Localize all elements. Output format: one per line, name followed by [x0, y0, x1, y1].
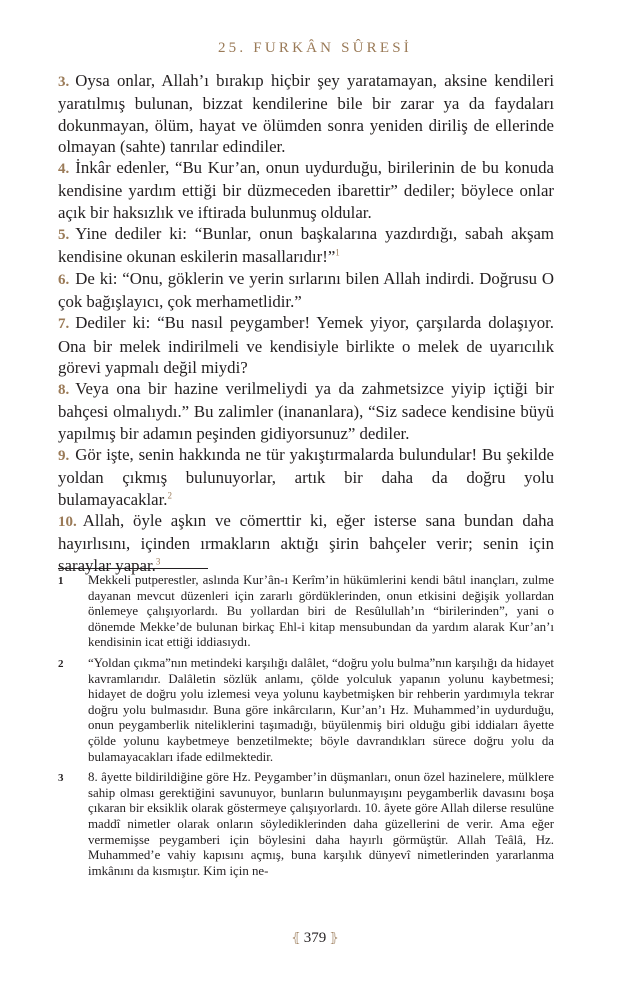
verse-9	[58, 444, 554, 510]
verse-text: Gör işte, senin hakkında ne tür yakıştırmalarda bulundular! Bu şekilde yoldan çıkmış bulunuyorlar, artık bir daha da doğru yolu bulamayacaklar.	[58, 445, 554, 509]
verse-number: 3.	[58, 74, 70, 90]
footnote-text: Mekkeli putperestler, aslında Kur’ân-ı Kerîm’in hükümlerini kendi bâtıl inançları, zulme dayanan mevcut düzenleri için zararlı gördüklerinden, onun etkisini değişik yollardan önlemeye çalışıyorlardı. Bu yollardan biri de Resûlullah’ın “birilerinden”, yani o dönemde Mekke’de bulunan birkaç Ehl-i kitap mensubundan da yardım alarak Kur’an’ı kendisinin icat ettiği iddiasıydı.	[88, 573, 554, 650]
verse-8	[58, 378, 554, 444]
verse-4	[58, 157, 554, 223]
footnote-text: “Yoldan çıkma”nın metindeki karşılığı dalâlet, “doğru yolu bulma”nın karşılığı da hidayet kavramlarıdır. Dalâletin sözlük anlamı, çölde yolculuk yapanın yolunu kaybetmesi; hidayet de doğru yolu izlemesi veya yolunu kaybetmişken bir rehberin yardımıyla tekrar doğru yolu bulmasıdır. Buna göre inkârcıların, Kur’an’ı Hz. Muhammed’in uydurduğu, onun peygamberlik niteliklerini taşımadığı, büyülenmiş biri olduğu gibi iddiaları âyette çölde yolunu kaybetmeye benzetilmekte; böyle davrandıkları sürece doğru yolu da bulamayacakları ifade edilmektedir.	[88, 655, 554, 764]
footnote-number: 1	[58, 575, 64, 587]
verse-number: 8.	[58, 382, 70, 399]
footnote-ref-2[interactable]: 2	[167, 490, 172, 501]
verse-number: 10.	[58, 513, 77, 530]
footnote-divider	[58, 568, 208, 569]
verse-number: 7.	[58, 316, 70, 333]
verse-number: 9.	[58, 448, 70, 465]
verse-text: Allah, öyle aşkın ve cömerttir ki, eğer isterse sana bundan daha hayırlısını, içinden ırmakların aktığı şirin bahçeler verir; senin için saraylar yapar.	[58, 510, 554, 575]
verse-number: 4.	[58, 161, 70, 178]
verse-text: İnkâr edenler, “Bu Kur’an, onun uydurduğu, birilerinin de bu konuda kendisine yardım ettiği bir düzmeceden ibarettir” dediler; böylece onlar açık bir haksızlık ve iftirada bulunmuş oldular.	[58, 158, 554, 222]
verse-number: 6.	[58, 271, 70, 288]
footnote-ref-3[interactable]: 3	[155, 555, 161, 566]
footnote-1	[58, 573, 554, 651]
left-ornament-icon: ⦃	[291, 930, 301, 945]
verse-3	[58, 70, 554, 157]
verse-text: Dediler ki: “Bu nasıl peygamber! Yemek yiyor, çarşılarda dolaşıyor. Ona bir melek indirilmeli ve kendisiyle birlikte o melek de uyarıcılık görevi yapmalı değil miydi?	[58, 313, 554, 377]
footnote-number: 3	[58, 772, 64, 785]
verse-block	[58, 70, 554, 576]
footnote-ref-1[interactable]: 1	[335, 247, 340, 258]
page-number-footer	[0, 930, 630, 947]
footnote-text: 8. âyette bildirildiğine göre Hz. Peygamber’in düşmanları, onun özel hazinelere, mülklere sahip olması gerektiğini savunuyor, bunların bulunmayışını peygamberlik davasını boşa çıkaran bir eksiklik olarak göstermeye çalışıyorlardı. 10. âyete göre Allah dilerse resulüne maddî nimetler olarak onların söylediklerinden daha güzellerini de verir. Ama eğer vermemişse peygamberi için böylesini daha hayırlı görmüştür. Allah Teâlâ, Hz. Muhammed’e vahiy kapısını açmış, buna karşılık dünyevî nimetlerinden yararlanma imkânını da kısmıştır. Kim için ne-	[88, 770, 554, 878]
verse-7	[58, 312, 554, 378]
verse-text: Yine dediler ki: “Bunlar, onun başkalarına yazdırdığı, sabah akşam kendisine okunan eskilerin masallarıdır!”	[58, 224, 554, 267]
footnotes	[58, 573, 554, 884]
footnote-3	[58, 770, 554, 879]
verse-6	[58, 268, 554, 313]
verse-text: Oysa onlar, Allah’ı bırakıp hiçbir şey yaratamayan, aksine kendileri yaratılmış bulunan, bizzat kendilerine bile bir zarar ya da faydaları dokunmayan, ölüm, hayat ve ölümden sonra yeniden diriliş de ellerinde olmayan (sahte) tanrılar edindiler.	[58, 71, 554, 156]
footnote-number: 2	[58, 657, 64, 670]
verse-text: Veya ona bir hazine verilmeliydi ya da zahmetsizce yiyip içtiği bir bahçesi olmalıydı.” Bu zalimler (inananlara), “Siz sadece kendisine büyü yapılmış bir adamın peşinden gidiyorsunuz” dediler.	[58, 379, 554, 443]
footnote-2	[58, 656, 554, 765]
verse-10	[58, 510, 554, 576]
verse-text: De ki: “Onu, göklerin ve yerin sırlarını bilen Allah indirdi. Doğrusu O çok bağışlayıcı, çok merhametlidir.”	[58, 268, 554, 311]
verse-number: 5.	[58, 227, 70, 244]
verse-5	[58, 223, 554, 268]
running-header: 25. FURKÂN SÛRESİ	[217, 40, 412, 56]
page-number: 379	[303, 930, 327, 946]
right-ornament-icon: ⦄	[329, 930, 339, 945]
